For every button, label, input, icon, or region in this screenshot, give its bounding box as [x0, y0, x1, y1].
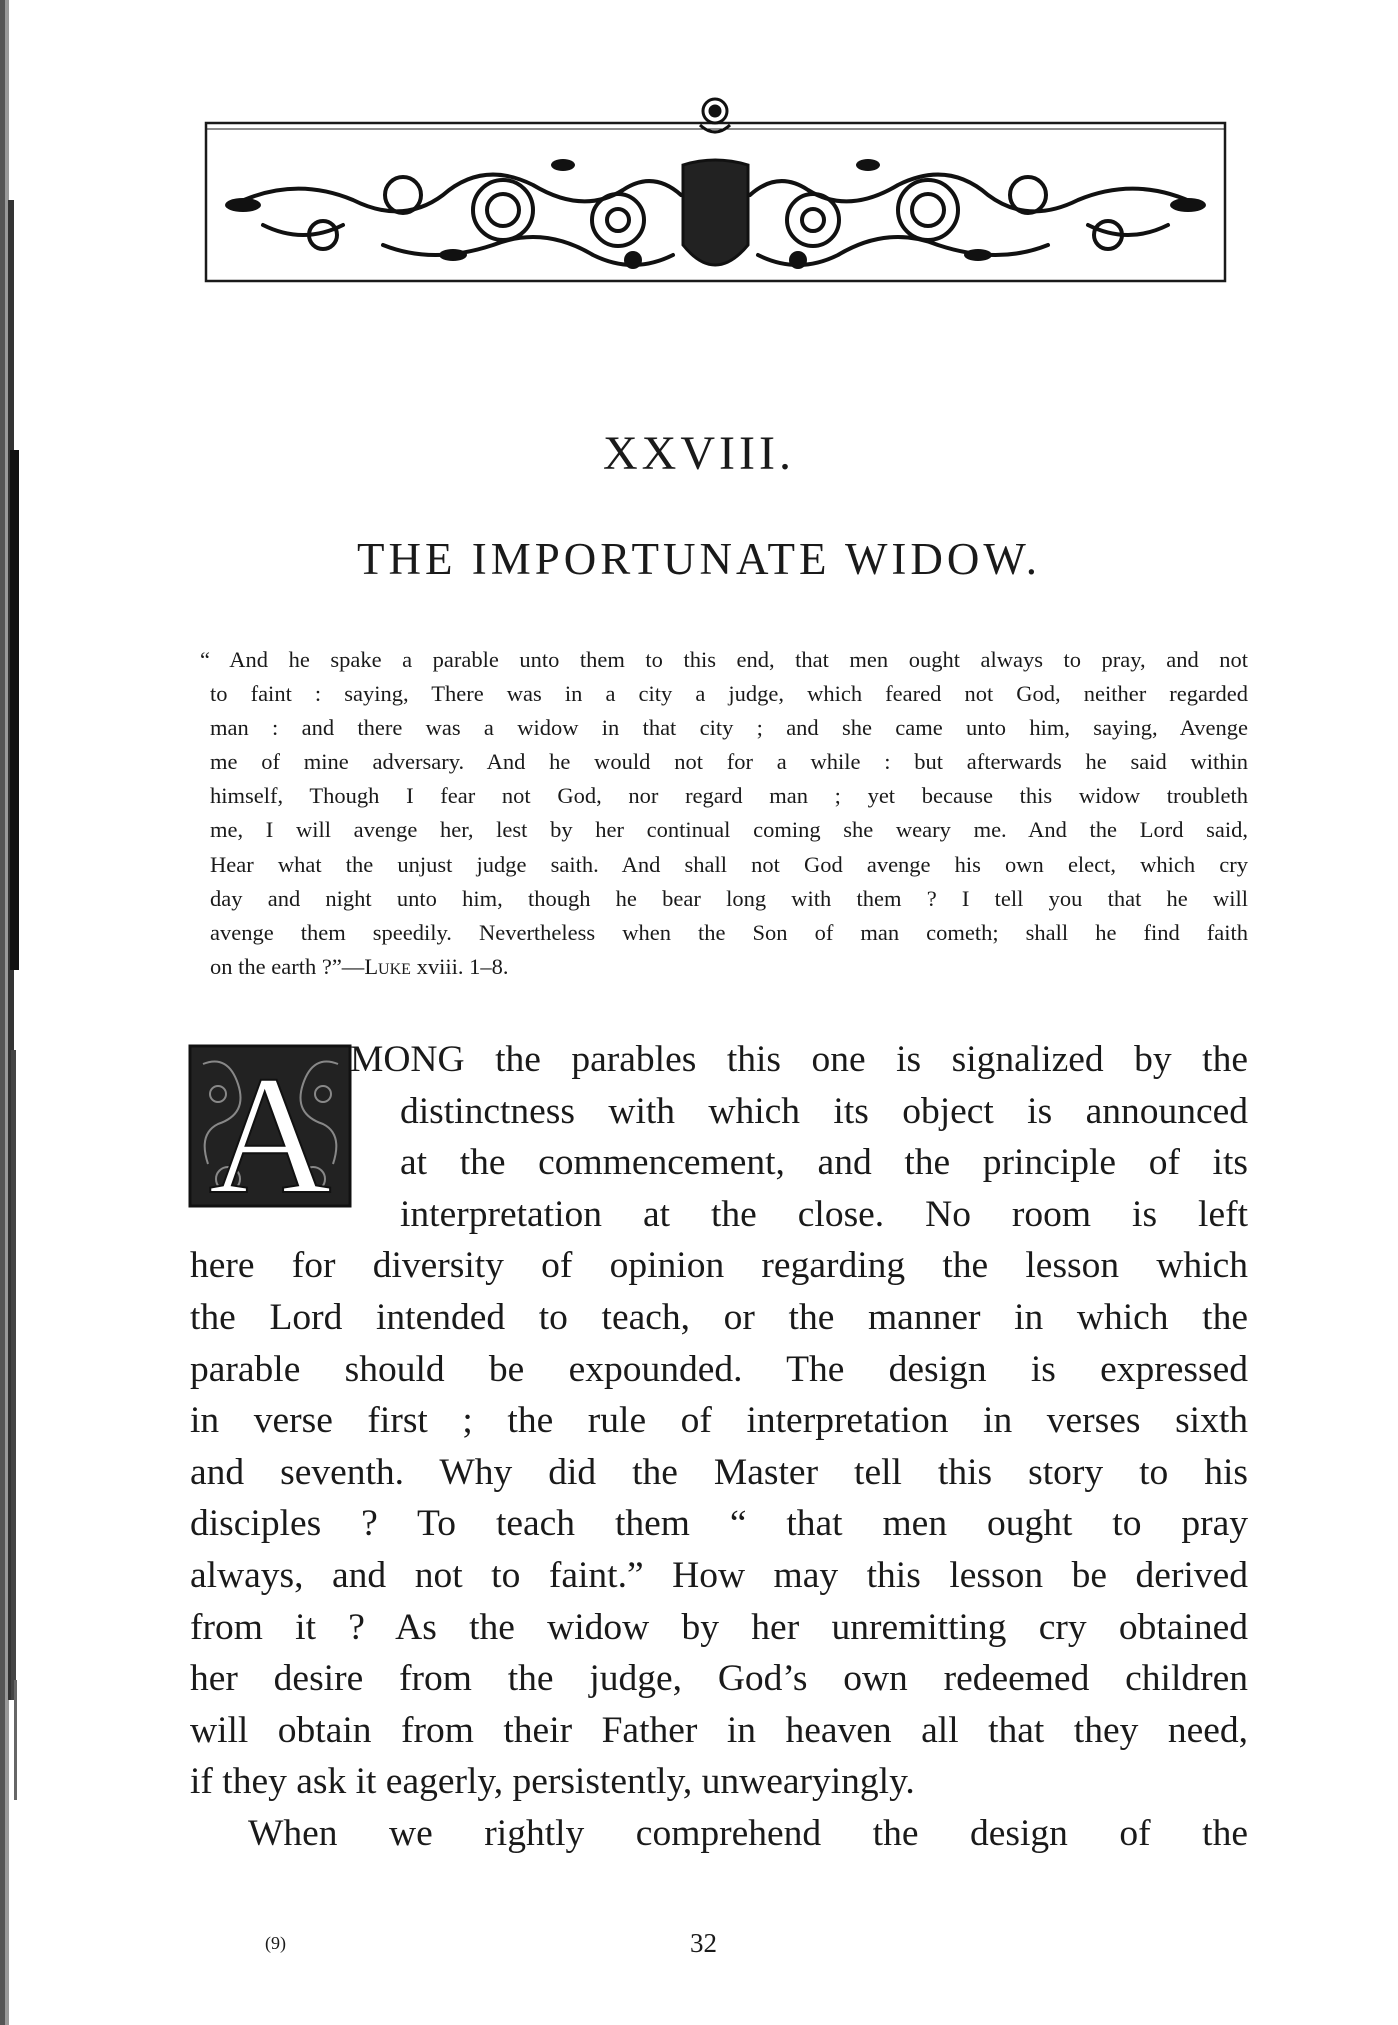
dropcap-letter: A: [208, 1044, 332, 1208]
citation-book: Luke: [364, 953, 411, 979]
body-line: interpretation at the close. No room is left: [400, 1193, 1248, 1235]
epigraph-line: “ And he spake a parable unto them to this end, that men ought always to pray, and not: [200, 647, 1248, 672]
epigraph-line: to faint : saying, There was in a city a judge, which feared not God, neither regarded: [210, 681, 1248, 707]
body-line: parable should be expounded. The design is expressed: [190, 1348, 1248, 1390]
epigraph-last-line: [210, 950, 1248, 984]
chapter-numeral: XXVIII.: [603, 427, 795, 480]
epigraph-line: me of mine adversary. And he would not for a while : but afterwards he said within: [210, 749, 1248, 775]
body-line: if they ask it eagerly, persistently, unwearyingly.: [190, 1761, 915, 1803]
epigraph-line: me, I will avenge her, lest by her continual coming she weary me. And the Lord said,: [210, 817, 1248, 843]
body-line: and seventh. Why did the Master tell this story to his: [190, 1451, 1248, 1493]
binding-edge: [0, 0, 24, 2025]
body-text: [190, 1034, 1248, 1860]
epigraph-tail: on the earth ?”—: [210, 953, 365, 979]
body-line: from it ? As the widow by her unremitting cry obtained: [190, 1606, 1248, 1648]
citation-ref: xviii. 1–8.: [410, 953, 509, 979]
epigraph-line: Hear what the unjust judge saith. And shall not God avenge his own elect, which cry: [210, 851, 1248, 877]
epigraph-line: day and night unto him, though he bear long with them ? I tell you that he will: [210, 885, 1248, 911]
epigraph-line: avenge them speedily. Nevertheless when the Son of man cometh; shall he find faith: [210, 919, 1248, 945]
body-line: always, and not to faint.” How may this lesson be derived: [190, 1554, 1248, 1596]
epigraph-line: himself, Though I fear not God, nor regard man ; yet because this widow troubleth: [210, 783, 1248, 809]
epigraph: [200, 643, 1248, 984]
epigraph-line: man : and there was a widow in that city ; and she came unto him, saying, Avenge: [210, 715, 1248, 741]
chapter-title: THE IMPORTUNATE WIDOW.: [356, 534, 1041, 584]
body-line: distinctness with which its object is announced: [400, 1090, 1248, 1132]
body-line: her desire from the judge, God’s own redeemed children: [190, 1658, 1248, 1700]
body-line: When we rightly comprehend the design of the: [248, 1812, 1248, 1854]
body-line: in verse first ; the rule of interpretation in verses sixth: [190, 1400, 1248, 1442]
body-line: here for diversity of opinion regarding the lesson which: [190, 1245, 1248, 1287]
body-line: at the commencement, and the principle of its: [400, 1142, 1248, 1184]
body-line: MONG the parables this one is signalized by the: [350, 1039, 1248, 1080]
body-line: the Lord intended to teach, or the manner in which the: [190, 1296, 1248, 1338]
body-line: will obtain from their Father in heaven all that they need,: [190, 1709, 1248, 1751]
signature-mark: (9): [265, 1933, 286, 1953]
page-number: 32: [690, 1928, 717, 1958]
body-line: disciples ? To teach them “ that men ought to pray: [190, 1503, 1248, 1545]
header-ornament: [203, 95, 1228, 287]
